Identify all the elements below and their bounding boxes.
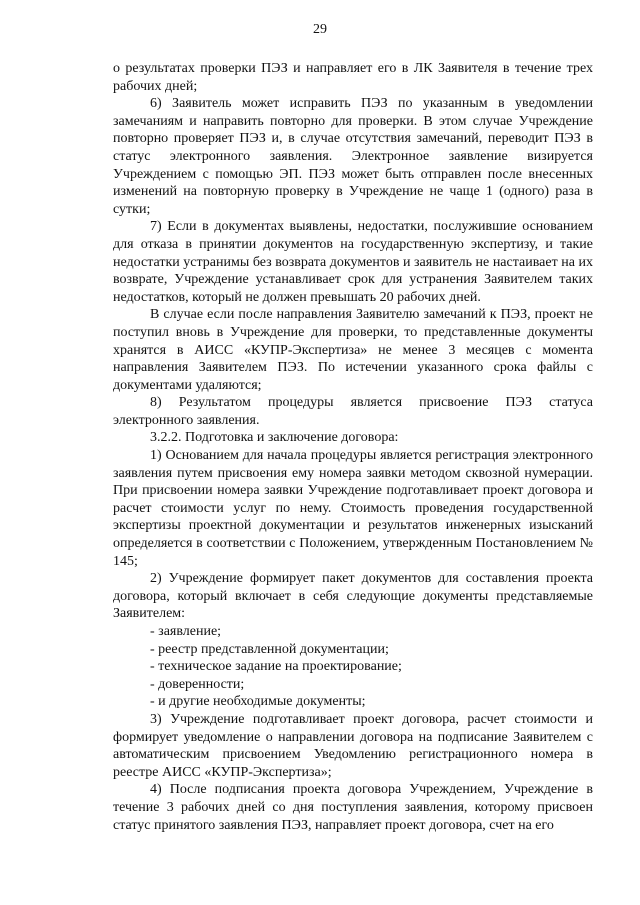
paragraph-contract-item-2: 2) Учреждение формирует пакет документов для составления проекта договора, который включает в себя следующие документы представляемые Заявителем: [113, 571, 593, 622]
list-item: - доверенности; [150, 676, 245, 692]
list-item: - реестр представленной документации; [150, 641, 389, 657]
paragraph-item-8: 8) Результатом процедуры является присвоение ПЭЗ статуса электронного заявления. [113, 395, 593, 428]
page-number: 29 [313, 22, 327, 37]
list-item: - и другие необходимые документы; [150, 694, 366, 710]
paragraph-contract-item-1: 1) Основанием для начала процедуры является регистрация электронного заявления путем присвоения ему номера заявки методом сквозной нумерации. При присвоении номера заявки Учреждение подготавливает проект договора и расчет стоимости услуг по нему. Стоимость проведения государственной экспертизы проектной документации и результатов инженерных изысканий определяется в соответствии с Положением, утвержденным Постановлением № 145; [113, 448, 593, 569]
paragraph-contract-item-4: 4) После подписания проекта договора Учреждением, Учреждение в течение 3 рабочих дней со дня поступления заявления, которому присвоен статус принятого заявления ПЭЗ, направляет проект договора, счет на его [113, 782, 593, 833]
paragraph-storage-note: В случае если после направления Заявителю замечаний к ПЭЗ, проект не поступил вновь в Учреждение для проверки, то представленные документы хранятся в АИСС «КУПР-Экспертиза» не менее 3 месяцев с момента направления Заявителем ПЭЗ. По истечении указанного срока файлы с документами удаляются; [113, 307, 593, 393]
paragraph-continuation: о результатах проверки ПЭЗ и направляет его в ЛК Заявителя в течение трех рабочих дней; [113, 61, 593, 94]
document-body [113, 60, 593, 834]
section-heading-3-2-2: 3.2.2. Подготовка и заключение договора: [150, 430, 399, 446]
paragraph-contract-item-3: 3) Учреждение подготавливает проект договора, расчет стоимости и формирует уведомление о направлении договора на подписание Заявителем с автоматическим присвоением Уведомлению регистрационного номера в реестре АИСС «КУПР-Экспертиза»; [113, 711, 593, 780]
paragraph-item-7: 7) Если в документах выявлены, недостатки, послужившие основанием для отказа в принятии документов на государственную экспертизу, и такие недостатки устранимы без возврата документов и заявитель не настаивает на их возврате, Учреждение устанавливает срок для устранения Заявителем таких недостатков, который не должен превышать 20 рабочих дней. [113, 219, 593, 305]
list-item: - заявление; [150, 624, 222, 639]
list-item: - техническое задание на проектирование; [150, 659, 402, 675]
paragraph-item-6: 6) Заявитель может исправить ПЭЗ по указанным в уведомлении замечаниям и направить повторно для проверки. В этом случае Учреждение повторно проверяет ПЭЗ и, в случае отсутствия замечаний, переводит ПЭЗ в статус электронного заявления. Электронное заявление визируется Учреждением с помощью ЭП. ПЭЗ может быть отправлен после внесенных изменений на повторную проверку в Учреждение не чаще 1 (одного) раза в сутки; [113, 96, 593, 217]
